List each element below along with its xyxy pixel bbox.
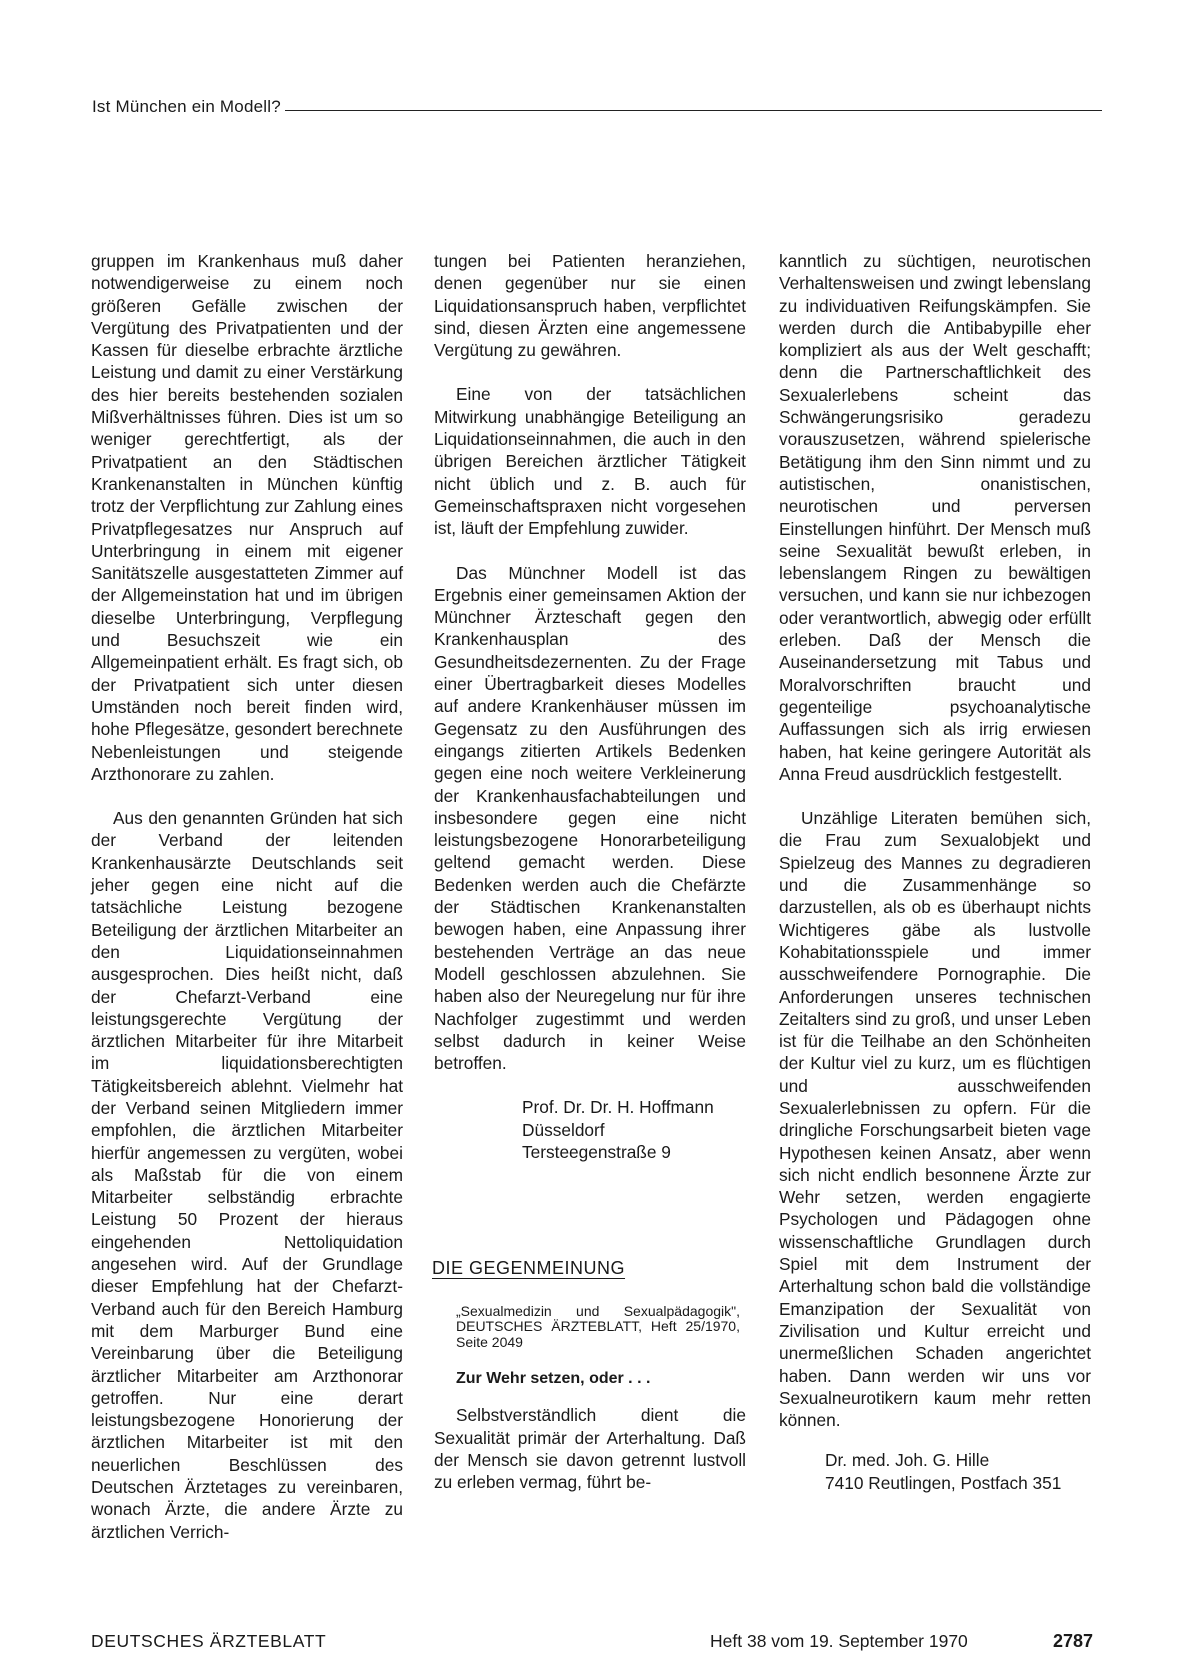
signature-address: 7410 Reutlingen, Postfach 351: [825, 1472, 1062, 1493]
signature-city: Düsseldorf: [522, 1119, 605, 1140]
running-header-title: Ist München ein Modell?: [92, 97, 281, 116]
footer-issue: Heft 38 vom 19. September 1970: [710, 1631, 968, 1651]
signature-name: Dr. med. Joh. G. Hille: [825, 1450, 990, 1471]
column-3: [779, 250, 1091, 1494]
col2-paragraph-1: tungen bei Patienten heranziehen, denen gegenüber nur sie einen Liquidationsanspruch haben, verpflichtet sind, diesen Ärzten eine angemessene Vergütung zu gewähren.: [434, 251, 746, 361]
signature-hille: [779, 1449, 1091, 1494]
article-subheading: Zur Wehr setzen, oder . . .: [456, 1370, 651, 1388]
column-2: [434, 250, 746, 1494]
col2-paragraph-3: Das Münchner Modell ist das Ergebnis einer gemeinsamen Aktion der Münchner Ärzteschaft gegen den Krankenhausplan des Gesundheitsdezernenten. Zu der Frage einer Übertragbarkeit dieses Modelles auf andere Krankenhäuser müssen im Gegensatz zu den Ausführungen des eingangs zitierten Artikels Bedenken gegen eine noch weitere Verkleinerung der Krankenhausfachabteilungen und insbesondere gegen eine nicht leistungsbezogene Honorarbeteiligung geltend gemacht werden. Diese Bedenken werden auch die Chefärzte der Städtischen Krankenanstalten bewogen haben, eine Anpassung ihrer bestehenden Verträge an das neue Modell geschlossen abzulehnen. Sie haben also der Neuregelung nur für ihre Nachfolger zugestimmt und werden selbst dadurch in keiner Weise betroffen.: [434, 562, 746, 1074]
running-header: [92, 93, 1102, 117]
signature-hoffmann: [434, 1096, 746, 1163]
column-1: [91, 250, 403, 1543]
article-reference: „Sexualmedizin und Sexualpädagogik", DEUTSCHES ÄRZTEBLATT, Heft 25/1970, Seite 2049: [456, 1302, 740, 1350]
signature-street: Tersteegenstraße 9: [522, 1141, 671, 1162]
col3-paragraph-1: kanntlich zu süchtigen, neurotischen Verhaltensweisen und zwingt lebenslang zu individuativen Reifungskämpfen. Sie werden durch die Antibabypille eher kompliziert als aus der Welt geschafft; denn die Partnerschaftlichkeit des Sexualerlebens scheint das Schwängerungsrisiko geradezu vorauszusetzen, während spielerische Betätigung ihm den Sinn nimmt und zu autistischen, onanistischen, neurotischen und perversen Einstellungen hinführt. Der Mensch muß seine Sexualität bewußt erleben, in lebenslangem Ringen zu bewältigen versuchen, und kann sie nur ichbezogen oder verantwortlich, abwegig oder erfüllt erleben. Daß der Mensch die Auseinandersetzung mit Tabus und Moralvorschriften braucht und gegenteilige psychoanalytische Auffassungen sich als irrig erwiesen haben, hat keine geringere Autorität als Anna Freud ausdrücklich festgestellt.: [779, 251, 1091, 784]
header-rule: [285, 110, 1102, 111]
col2-paragraph-4: Selbstverständlich dient die Sexualität primär der Arterhaltung. Daß der Mensch sie davon getrennt lustvoll zu erleben vermag, führt be-: [434, 1405, 746, 1493]
footer-journal: DEUTSCHES ÄRZTEBLATT: [91, 1631, 327, 1651]
section-heading: DIE GEGENMEINUNG: [432, 1258, 626, 1279]
col2-paragraph-2: Eine von der tatsächlichen Mitwirkung unabhängige Beteiligung an Liquidationseinnahmen, die auch in den übrigen Bereichen ärztlicher Tätigkeit nicht üblich und z. B. auch für Gemeinschaftspraxen nicht vorgesehen ist, läuft der Empfehlung zuwider.: [434, 384, 746, 539]
page-number: 2787: [1053, 1631, 1094, 1651]
col3-paragraph-2: Unzählige Literaten bemühen sich, die Frau zum Sexualobjekt und Spielzeug des Mannes zu degradieren und die Zusammenhänge so darzustellen, als ob es überhaupt nichts Wichtigeres gäbe als lustvolle Kohabitationsspiele und immer ausschweifendere Pornographie. Die Anforderungen unseres technischen Zeitalters sind zu groß, und unser Leben ist für die Teilhabe an den Schönheiten der Kultur viel zu kurz, um es flüchtigen und ausschweifenden Sexualerlebnissen zu opfern. Für die dringliche Forschungsarbeit bieten vage Hypothesen keinen Ansatz, aber wenn sich nicht endlich besonnene Ärzte zur Wehr setzen, werden engagierte Psychologen und Pädagogen ohne wissenschaftliche Grundlagen durch Spiel mit dem Instrument der Arterhaltung schon bald die vollständige Emanzipation der Sexualität von Zivilisation und Kultur erreicht und unermeßlichen Schaden angerichtet haben. Dann werden wir uns vor Sexualneurotikern kaum mehr retten können.: [779, 808, 1091, 1431]
signature-name: Prof. Dr. Dr. H. Hoffmann: [522, 1097, 714, 1118]
col1-paragraph-1: gruppen im Krankenhaus muß daher notwendigerweise zu einem noch größeren Gefälle zwischen der Vergütung des Privatpatienten und der Kassen für dieselbe erbrachte ärztliche Leistung und damit zu einer Verstärkung des hier bereits bestehenden sozialen Mißverhältnisses führen. Dies ist um so weniger gerechtfertigt, als der Privatpatient an den Städtischen Krankenanstalten in München künftig trotz der Verpflichtung zur Zahlung eines Privatpflegesatzes nur Anspruch auf Unterbringung in einem mit eigener Sanitätszelle ausgestatteten Zimmer auf der Allgemeinstation hat und im übrigen dieselbe Unterbringung, Verpflegung und Besuchszeit wie ein Allgemeinpatient erhält. Es fragt sich, ob der Privatpatient sich unter diesen Umständen noch bereit finden wird, hohe Pflegesätze, gesondert berechnete Nebenleistungen und steigende Arzthonorare zu zahlen.: [91, 251, 403, 784]
col1-paragraph-2: Aus den genannten Gründen hat sich der Verband der leitenden Krankenhausärzte Deutschlands seit jeher gegen eine nicht auf die tatsächliche Leistung bezogene Beteiligung der ärztlichen Mitarbeiter an den Liquidationseinnahmen ausgesprochen. Dies heißt nicht, daß der Chefarzt-Verband eine leistungsgerechte Vergütung der ärztlichen Mitarbeiter für ihre Mitarbeit im liquidationsberechtigten Tätigkeitsbereich ablehnt. Vielmehr hat der Verband seinen Mitgliedern immer empfohlen, die ärztlichen Mitarbeiter hierfür angemessen zu vergüten, wobei als Maßstab für die von einem Mitarbeiter selbständig erbrachte Leistung 50 Prozent der hieraus eingehenden Nettoliquidation angesehen wird. Auf der Grundlage dieser Empfehlung hat der Chefarzt-Verband auch für den Bereich Hamburg mit dem Marburger Bund eine Vereinbarung über die Beteiligung ärztlicher Mitarbeiter am Arzthonorar getroffen. Nur eine derart leistungsbezogene Honorierung der ärztlichen Mitarbeiter ist mit den neuerlichen Beschlüssen des Deutschen Ärztetages zu vereinbaren, wonach Ärzte, die andere Ärzte zu ärztlichen Verrich-: [91, 808, 403, 1542]
